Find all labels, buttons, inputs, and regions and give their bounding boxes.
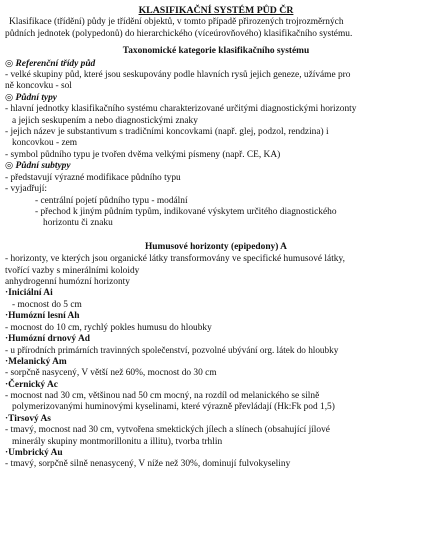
bullet-icon: ·	[5, 311, 9, 322]
horizon-am-title: ·Melanický Am	[5, 356, 67, 367]
soil-types-label: Půdní typy	[15, 92, 57, 103]
intro-line-1: Klasifikace (třídění) půdy je třídění objektů, v tomto případě přirozených trojrozměrných	[9, 17, 344, 28]
horizon-au-title: ·Umbrický Au	[5, 448, 63, 459]
circle-bullet-icon: ◎	[5, 161, 14, 172]
types-line-3: - jejich název je substantivum s tradičními koncovkami (např. glej, podzol, rendzina) i	[5, 127, 329, 138]
humus-intro-3: anhydrogenní humózní horizonty	[5, 276, 130, 287]
horizon-ad-title: ·Humózní drnový Ad	[5, 333, 90, 344]
circle-bullet-icon: ◎	[5, 92, 14, 103]
types-line-2: a jejich seskupením a nebo diagnostickými znaky	[12, 115, 198, 126]
ref-classes-title	[5, 59, 427, 70]
ref-classes-label: Referenční třídy půd	[15, 58, 96, 69]
types-line-4: koncovkou - zem	[12, 138, 78, 149]
horizon-list	[5, 288, 427, 471]
subtypes-line-2: - vyjadřují:	[5, 184, 47, 195]
subtypes-line-4: - přechod k jiným půdním typům, indikované výskytem určitého diagnostického	[35, 206, 337, 217]
horizon-as-line-2: minerály skupiny montmorillonitu a illitu), tvorba trhlin	[12, 436, 223, 447]
horizon-au-line-1: - tmavý, sorpčně silně nenasycený, V níže než 30%, dominují fulvokyseliny	[5, 459, 291, 470]
soil-subtypes-title	[5, 161, 427, 172]
horizon-ah-title: ·Humózní lesní Ah	[5, 311, 80, 322]
subtypes-line-3: - centrální pojetí půdního typu - modální	[35, 195, 188, 206]
humus-intro-1: - horizonty, ve kterých jsou organické látky transformovány ve specifické humusové látky,	[5, 254, 345, 265]
horizon-as-line-1: - tmavý, mocnost nad 30 cm, vytvořena smektických jílech a slínech (obsahující jílové	[5, 425, 330, 436]
horizon-ai-line-1: - mocnost do 5 cm	[12, 299, 82, 310]
horizon-ai-title: ·Iniciální Ai	[5, 288, 53, 299]
humus-heading: Humusové horizonty (epipedony) A	[145, 241, 287, 252]
soil-types-title	[5, 93, 427, 104]
bullet-icon: ·	[5, 379, 9, 390]
taxonomy-heading: Taxonomické kategorie klasifikačního systému	[122, 46, 310, 57]
bullet-icon: ·	[5, 333, 9, 344]
subtypes-line-1: - představují výrazné modifikace půdního typu	[5, 172, 181, 183]
bullet-icon: ·	[5, 448, 9, 459]
horizon-ac-line-2: polymerizovanými huminovými kyselinami, které výrazně převládají (Hk:Fk pod 1,5)	[12, 402, 335, 413]
horizon-ac-title: ·Černický Ac	[5, 379, 58, 390]
subtypes-line-5: horizontu či znaku	[43, 218, 113, 229]
humus-intro-2: tvořící vazby s minerálními koloidy	[5, 265, 140, 276]
bullet-icon: ·	[5, 288, 9, 299]
horizon-as-title: ·Tirsový As	[5, 413, 51, 424]
horizon-am-line-1: - sorpčně nasycený, V větší než 60%, mocnost do 30 cm	[5, 368, 217, 379]
types-line-1: - hlavní jednotky klasifikačního systému charakterizované určitými diagnostickými horizonty	[5, 104, 357, 115]
soil-subtypes-label: Půdní subtypy	[15, 161, 71, 172]
bullet-icon: ·	[5, 413, 9, 424]
circle-bullet-icon: ◎	[5, 58, 14, 69]
ref-line-2: ně koncovku - sol	[5, 81, 72, 92]
types-line-5: - symbol půdního typu je tvořen dvěma velkými písmeny (např. CE, KA)	[5, 149, 281, 160]
horizon-ac-line-1: - mocnost nad 30 cm, většinou nad 50 cm mocný, na rozdíl od melanického se silně	[5, 391, 320, 401]
document-title: KLASIFIKAČNÍ SYSTÉM PŮD ČR	[138, 5, 294, 16]
horizon-ad-line-1: - u přírodních primárních travinných společenství, pozvolné ubývání org. látek do hloubky	[5, 345, 339, 356]
horizon-ah-line-1: - mocnost do 10 cm, rychlý pokles humusu do hloubky	[5, 322, 212, 333]
intro-line-2: půdních jednotek (polypedonů) do hierarchického (víceúrovňového) klasifikačního systému.	[5, 28, 353, 39]
bullet-icon: ·	[5, 356, 9, 367]
ref-line-1: - velké skupiny půd, které jsou seskupovány podle hlavních rysů jejich geneze, užíváme pro	[5, 70, 351, 81]
